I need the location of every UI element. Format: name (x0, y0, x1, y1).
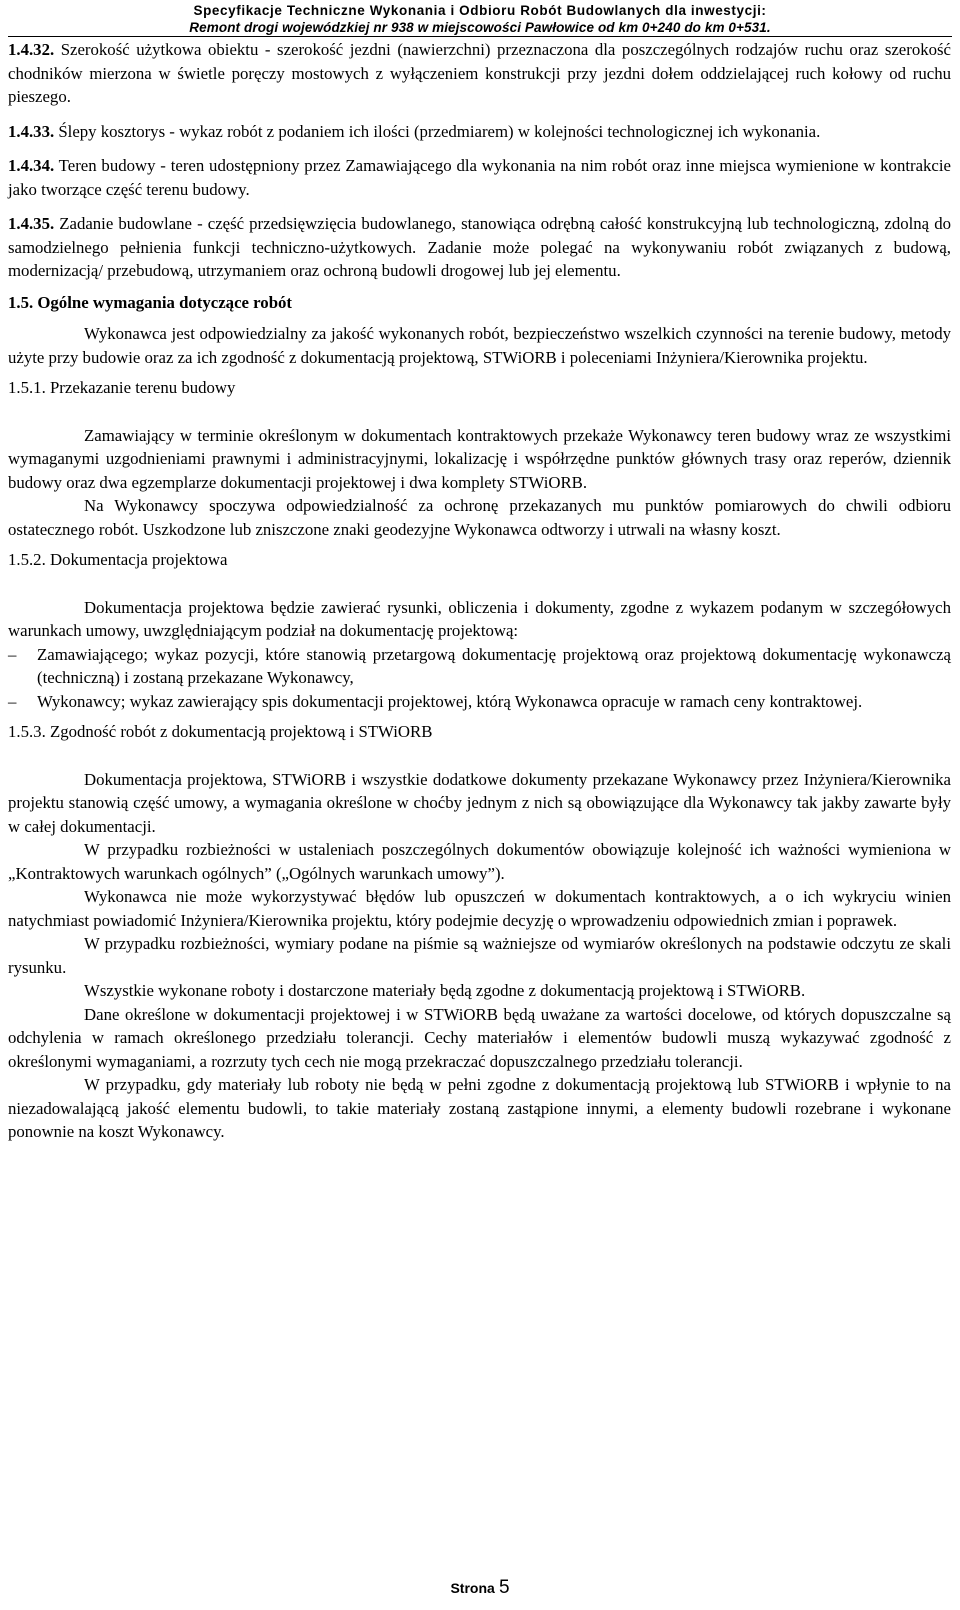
paragraph: W przypadku rozbieżności, wymiary podane na piśmie są ważniejsze od wymiarów określonych na podstawie odczytu ze skali rysunku. (8, 934, 951, 977)
definition-text: Szerokość użytkowa obiektu - szerokość jezdni (nawierzchni) przeznaczona dla poszczególnych rodzajów ruchu oraz szerokość chodników mierzona w świetle poręczy mostowych z wyłączeniem konstrukcji przy jezdni dołem oddzielającej ruch kołowy od ruchu pieszego. (8, 40, 951, 106)
section-number: 1.5.3. (8, 722, 46, 741)
paragraph: W przypadku rozbieżności w ustaleniach poszczególnych dokumentów obowiązuje kolejność ich ważności wymieniona w „Kontraktowych warunkach ogólnych” („Ogólnych warunkach umowy”). (8, 840, 951, 883)
page-footer (0, 1578, 960, 1599)
section-number: 1.5. (8, 292, 34, 312)
definition-number: 1.4.35. (8, 214, 55, 233)
definition-number: 1.4.33. (8, 121, 55, 141)
definition-number: 1.4.32. (8, 40, 55, 59)
page-label: Strona (450, 1580, 495, 1596)
paragraph: Wykonawca jest odpowiedzialny za jakość wykonanych robót, bezpieczeństwo wszelkich czynności na terenie budowy, metody użyte przy budowie oraz za ich zgodność z dokumentacją projektową, STWiORB i poleceniami Inżyniera/Kierownika projektu. (8, 324, 951, 367)
list-item-text: Zamawiającego; wykaz pozycji, które stanowią przetargową dokumentację projektową oraz projektową dokumentację wykonawczą (techniczną) i zostaną przekazane Wykonawcy, (37, 644, 951, 687)
definition-1-4-35 (8, 212, 951, 283)
section-title: Przekazanie terenu budowy (45, 378, 236, 397)
paragraph: Na Wykonawcy spoczywa odpowiedzialność za ochronę przekazanych mu punktów pomiarowych do chwili odbioru ostatecznego robót. Uszkodzone lub zniszczone znaki geodezyjne Wykonawca odtworzy i utrwali na własny koszt. (8, 496, 951, 539)
list-item (8, 643, 951, 690)
paragraph: W przypadku, gdy materiały lub roboty nie będą w pełni zgodne z dokumentacją projektową lub STWiORB i wpłynie to na niezadowalającą jakość elementu budowli, to takie materiały zostaną zastąpione innymi, a elementy budowli rozebrane i wykonane ponownie na koszt Wykonawcy. (8, 1075, 951, 1141)
section-number: 1.5.1. (8, 378, 46, 397)
document-body (8, 38, 951, 1144)
section-title: Ogólne wymagania dotyczące robót (33, 292, 293, 312)
page-header (0, 2, 960, 36)
header-rule (8, 36, 952, 37)
section-title: Zgodność robót z dokumentacją projektową i STWiORB (45, 722, 433, 741)
definition-text: Zadanie budowlane - część przedsięwzięcia budowlanego, stanowiąca odrębną całość konstrukcyjną lub technologiczną, zdolną do samodzielnego pełnienia funkcji techniczno-użytkowych. Zadanie może polegać na wykonywaniu robót związanych z budową, modernizacją/ przebudową, utrzymaniem oraz ochroną budowli drogowej lub jej elementu. (8, 214, 951, 280)
definition-number: 1.4.34. (8, 156, 55, 175)
definition-1-4-32 (8, 38, 951, 109)
definition-text: Teren budowy - teren udostępniony przez Zamawiającego dla wykonania na nim robót oraz inne miejsca wymienione w kontrakcie jako tworzące część terenu budowy. (8, 156, 951, 199)
section-heading-1-5-2 (8, 548, 951, 572)
paragraph: Zamawiający w terminie określonym w dokumentach kontraktowych przekaże Wykonawcy teren budowy wraz ze wszystkimi wymaganymi uzgodnieniami prawnymi i administracyjnymi, lokalizację i współrzędne punktów głównych trasy oraz reperów, dziennik budowy oraz dwa egzemplarze dokumentacji projektowej i dwa komplety STWiORB. (8, 425, 951, 492)
list-item (8, 690, 951, 714)
list-item-text: Wykonawcy; wykaz zawierający spis dokumentacji projektowej, którą Wykonawca opracuje w ramach ceny kontraktowej. (37, 691, 863, 711)
paragraph: Dane określone w dokumentacji projektowej i w STWiORB będą uważane za wartości docelowe, od których dopuszczalne są odchylenia w ramach określonego przedziału tolerancji. Cechy materiałów i elementów budowli muszą wykazywać zgodność z określonymi wymaganiami, a rozrzuty tych cech nie mogą przekraczać dopuszczalnego przedziału tolerancji. (8, 1004, 951, 1071)
paragraph: Wykonawca nie może wykorzystywać błędów lub opuszczeń w dokumentach kontraktowych, a o ich wykryciu winien natychmiast powiadomić Inżyniera/Kierownika projektu, który podejmie decyzję o wprowadzeniu odpowiednich zmian i poprawek. (8, 887, 951, 930)
dash-bullet: – (8, 691, 17, 711)
header-title: Specyfikacje Techniczne Wykonania i Odbioru Robót Budowlanych dla inwestycji: (193, 3, 767, 18)
paragraph: Wszystkie wykonane roboty i dostarczone materiały będą zgodne z dokumentacją projektową i STWiORB. (84, 981, 806, 1000)
paragraph: Dokumentacja projektowa będzie zawierać rysunki, obliczenia i dokumenty, zgodne z wykazem podanym w szczegółowych warunkach umowy, uwzględniającym podział na dokumentację projektową: (8, 597, 951, 640)
paragraph: Dokumentacja projektowa, STWiORB i wszystkie dodatkowe dokumenty przekazane Wykonawcy przez Inżyniera/Kierownika projektu stanowią część umowy, a wymagania określone w choćby jednym z nich są obowiązujące dla Wykonawcy tak jakby zawarte były w całej dokumentacji. (8, 769, 951, 836)
section-heading-1-5-1 (8, 376, 951, 400)
definition-1-4-34 (8, 154, 951, 201)
page-number: 5 (498, 1577, 510, 1598)
header-subtitle: Remont drogi wojewódzkiej nr 938 w miejscowości Pawłowice od km 0+240 do km 0+531. (189, 20, 771, 35)
section-title: Dokumentacja projektowa (45, 550, 228, 569)
dash-bullet: – (8, 644, 17, 664)
definition-1-4-33 (8, 120, 951, 144)
section-heading-1-5-3 (8, 720, 951, 744)
section-heading-1-5 (8, 291, 951, 315)
section-number: 1.5.2. (8, 550, 46, 569)
definition-text: Ślepy kosztorys - wykaz robót z podaniem ich ilości (przedmiarem) w kolejności technologicznej ich wykonania. (54, 121, 821, 141)
